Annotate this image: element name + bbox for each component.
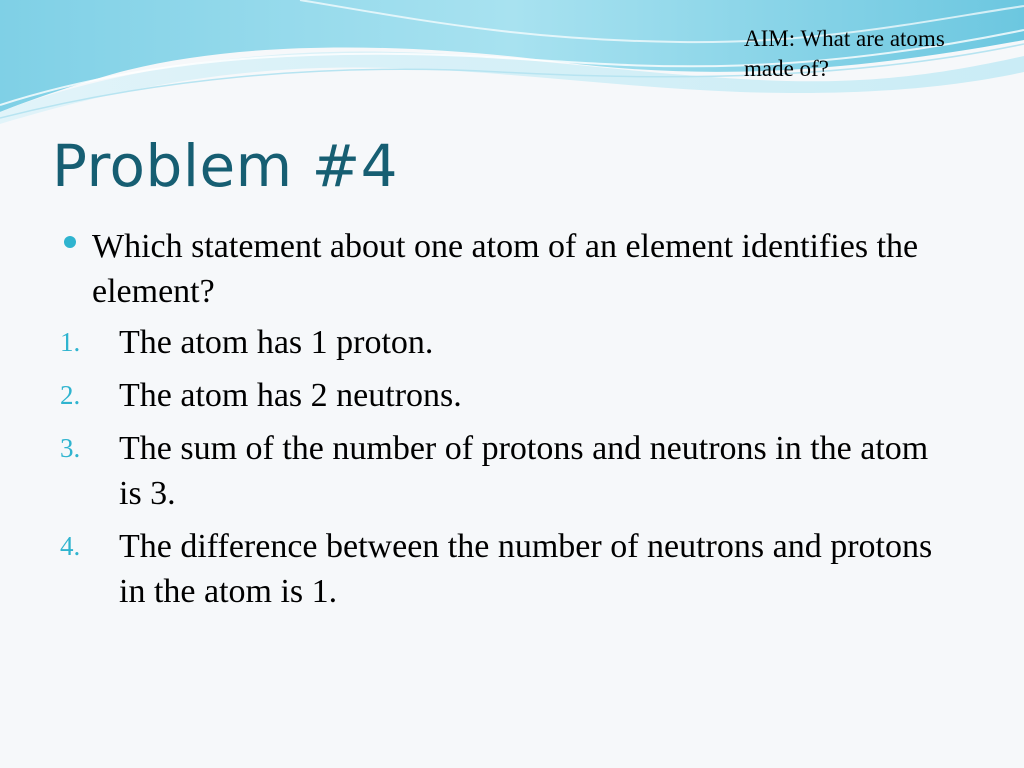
question-text: Which statement about one atom of an element identifies the element? bbox=[92, 228, 919, 310]
option-number: 1. bbox=[60, 327, 81, 357]
aim-text bbox=[744, 24, 1004, 84]
slide-title: Problem #4 bbox=[52, 132, 399, 200]
option-text: The atom has 1 proton. bbox=[119, 324, 434, 361]
option-text: The difference between the number of neutrons and protons in the atom is 1. bbox=[119, 528, 933, 610]
answer-options-list bbox=[0, 320, 1024, 614]
option-number: 4. bbox=[60, 531, 81, 561]
option-number: 2. bbox=[60, 380, 81, 410]
option-text: The atom has 2 neutrons. bbox=[119, 377, 462, 414]
slide-content bbox=[0, 224, 1024, 622]
bullet-dot-icon bbox=[64, 236, 76, 248]
option-number: 3. bbox=[60, 433, 81, 463]
aim-line-1: AIM: What are atoms bbox=[744, 26, 945, 51]
answer-option bbox=[60, 320, 959, 365]
answer-option bbox=[60, 524, 959, 614]
option-text: The sum of the number of protons and neutrons in the atom is 3. bbox=[119, 430, 929, 512]
answer-option bbox=[60, 373, 959, 418]
answer-option bbox=[60, 426, 959, 516]
aim-line-2: made of? bbox=[744, 56, 829, 81]
question-bullet bbox=[92, 224, 952, 314]
